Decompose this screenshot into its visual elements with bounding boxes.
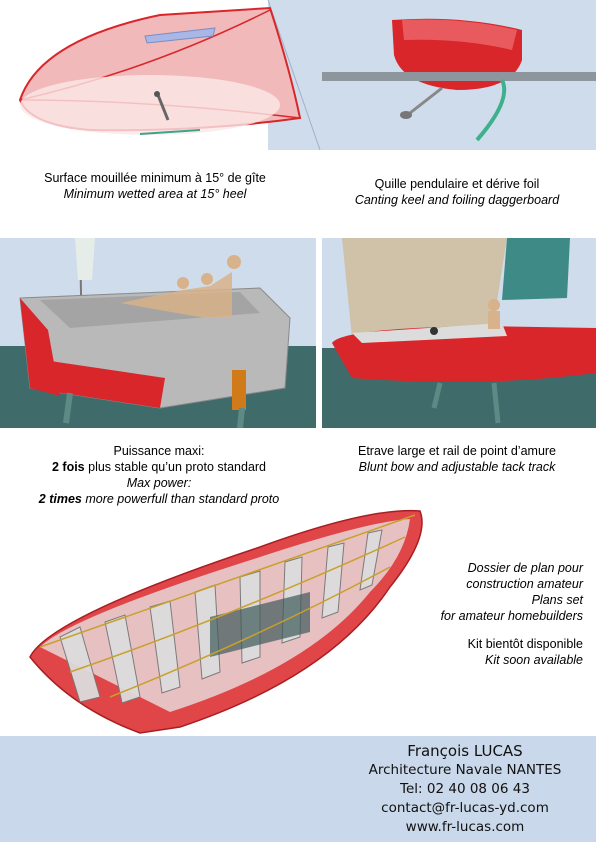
caption-canting-keel <box>318 176 596 208</box>
designer-name: François LUCAS <box>407 742 523 760</box>
caption-power-fr: Puissance maxi: <box>113 444 205 458</box>
kit-note-en: Kit soon available <box>485 653 583 667</box>
caption-power-fr-bold: 2 fois <box>51 460 85 474</box>
caption-bow <box>318 443 596 475</box>
hull-structure-image <box>10 497 430 735</box>
canting-keel-image <box>322 0 596 150</box>
plans-note-line4: for amateur homebuilders <box>440 609 583 623</box>
caption-bow-fr: Etrave large et rail de point d’amure <box>357 444 557 458</box>
crew-deck-image <box>0 238 316 428</box>
caption-wetted-area <box>0 170 310 202</box>
firm-name: Architecture Navale NANTES <box>368 762 562 778</box>
caption-power-en-bold: 2 times <box>38 492 82 506</box>
caption-wetted-area-en: Minimum wetted area at 15° heel <box>63 187 247 201</box>
email-link[interactable]: contact@fr-lucas-yd.com <box>381 800 549 816</box>
plans-note-line2: construction amateur <box>466 577 583 591</box>
plans-notes <box>400 560 583 668</box>
phone-number: Tel: 02 40 08 06 43 <box>400 781 530 797</box>
caption-power-fr-rest: plus stable qu’un proto standard <box>84 460 267 474</box>
caption-power-fr-line2 <box>0 459 318 475</box>
caption-canting-keel-en: Canting keel and foiling daggerboard <box>354 193 560 207</box>
caption-power-en: Max power: <box>126 476 192 490</box>
hull-wetted-area-image <box>0 0 322 150</box>
website-link[interactable]: www.fr-lucas.com <box>405 819 525 835</box>
plans-note-line1: Dossier de plan pour <box>467 561 583 575</box>
kit-note-fr: Kit bientôt disponible <box>467 637 583 651</box>
caption-bow-en: Blunt bow and adjustable tack track <box>358 460 556 474</box>
contact-footer <box>0 736 596 842</box>
plans-note-line3: Plans set <box>531 593 583 607</box>
caption-canting-keel-fr: Quille pendulaire et dérive foil <box>374 177 540 191</box>
caption-power-en-rest: more powerfull than standard proto <box>81 492 280 506</box>
contact-block <box>330 742 596 837</box>
caption-wetted-area-fr: Surface mouillée minimum à 15° de gîte <box>44 171 266 185</box>
blunt-bow-image <box>322 238 596 428</box>
